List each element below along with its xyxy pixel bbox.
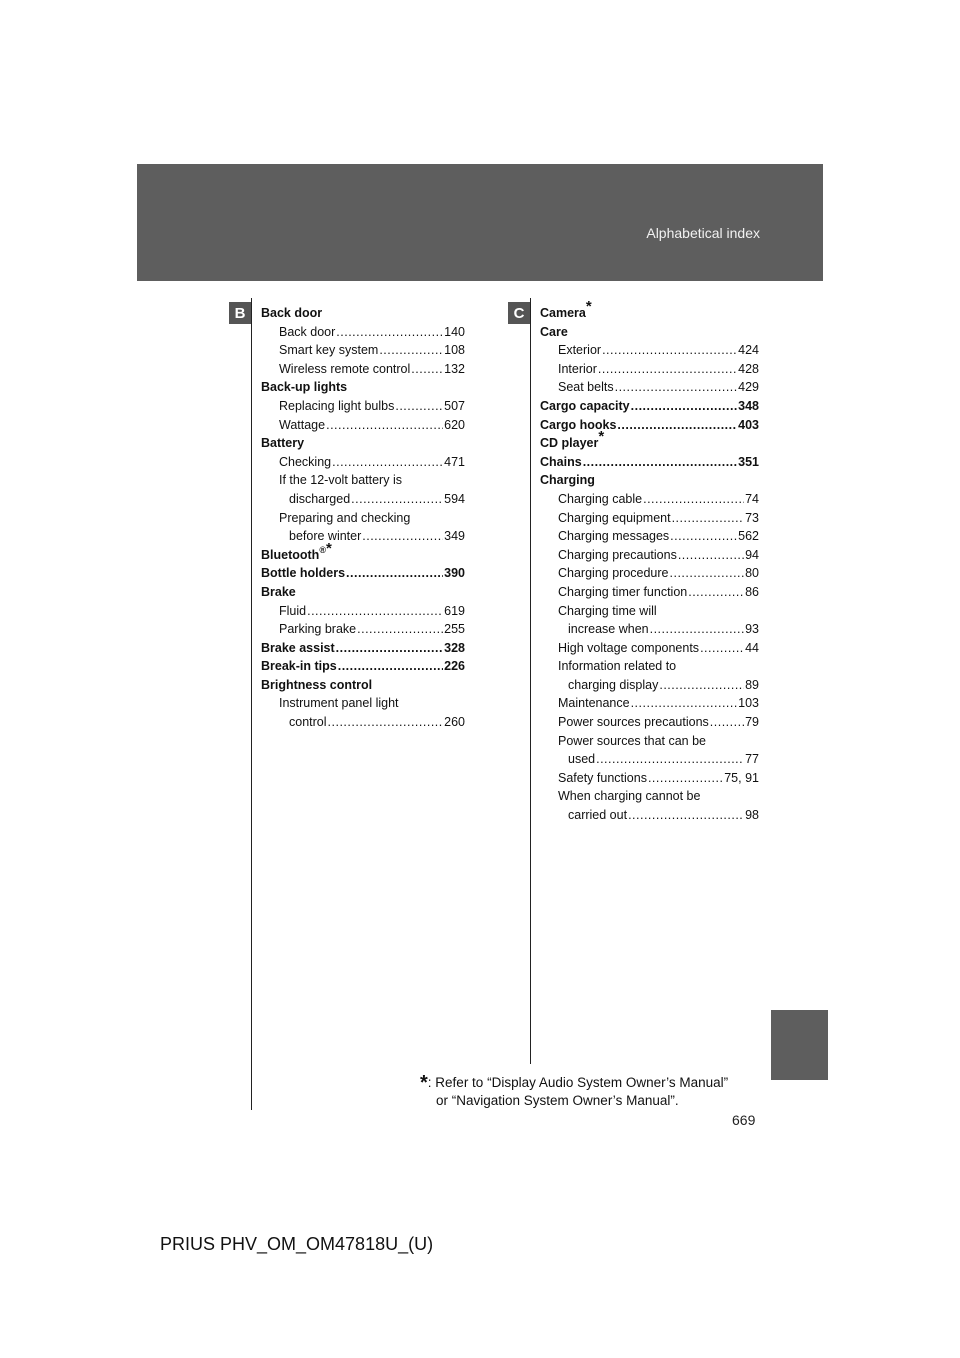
section-letter-b: B — [229, 302, 251, 324]
index-entry: Charging equipment ..... 73 — [540, 509, 759, 528]
section-title: Alphabetical index — [646, 225, 760, 241]
index-entry: Smart key system ..... 108 — [261, 341, 465, 360]
index-entry: Replacing light bulbs ..... 507 — [261, 397, 465, 416]
index-entry: CD player* — [540, 428, 605, 451]
footnote-line-1: : Refer to “Display Audio System Owner’s Manual” — [427, 1075, 729, 1090]
footnote-asterisk: * — [420, 1072, 428, 1094]
index-entry: carried out ..... 98 — [540, 806, 759, 825]
index-entry: If the 12-volt battery is — [279, 473, 402, 488]
column-divider-middle — [530, 298, 531, 1064]
index-entry: When charging cannot be — [558, 789, 701, 804]
index-entry: Checking ..... 471 — [261, 453, 465, 472]
index-entry: control ..... 260 — [261, 713, 465, 732]
document-id: PRIUS PHV_OM_OM47818U_(U) — [160, 1234, 434, 1254]
index-entry: Wireless remote control ..... 132 — [261, 360, 465, 379]
index-entry: Cargo capacity ..... 348 — [540, 397, 759, 416]
index-entry: Fluid ..... 619 — [261, 602, 465, 621]
index-entry: discharged ..... 594 — [261, 490, 465, 509]
index-entry: Wattage ..... 620 — [261, 416, 465, 435]
index-entry: Preparing and checking — [279, 510, 411, 525]
footnote-line-2: or “Navigation System Owner’s Manual”. — [436, 1093, 679, 1108]
column-divider-left — [251, 298, 252, 1110]
header-band — [137, 164, 823, 281]
index-entry: Safety functions ..... 75, 91 — [540, 769, 759, 788]
index-entry: Back door — [261, 306, 323, 320]
index-entry: High voltage components ..... 44 — [540, 639, 759, 658]
index-entry: Charging — [540, 473, 595, 488]
index-entry: Maintenance ..... 103 — [540, 694, 759, 713]
index-entry: Charging time will — [558, 603, 657, 618]
index-entry: Break-in tips ..... 226 — [261, 657, 465, 676]
index-entry: used ..... 77 — [540, 750, 759, 769]
index-entry: Information related to — [558, 659, 677, 674]
index-entry: Brake assist ..... 328 — [261, 639, 465, 658]
index-entry: Parking brake ..... 255 — [261, 620, 465, 639]
index-entry: Cargo hooks ..... 403 — [540, 416, 759, 435]
footnote — [420, 1074, 780, 1110]
index-entry: Care — [540, 324, 568, 339]
index-thumb-tab — [771, 1010, 828, 1080]
index-entry: Camera* — [540, 298, 592, 320]
index-entry: increase when ..... 93 — [540, 620, 759, 639]
index-entry: Back-up lights — [261, 380, 348, 395]
index-entry: charging display ..... 89 — [540, 676, 759, 695]
index-entry: Interior ..... 428 — [540, 360, 759, 379]
index-entry: Charging precautions ..... 94 — [540, 546, 759, 565]
index-entry: Instrument panel light — [279, 696, 399, 711]
index-entry: Chains ..... 351 — [540, 453, 759, 472]
index-entry: Bluetooth®* — [261, 539, 332, 562]
index-column-c — [540, 298, 759, 825]
index-entry: Back door ..... 140 — [261, 323, 465, 342]
index-column-b — [261, 304, 465, 732]
index-entry: Charging timer function ..... 86 — [540, 583, 759, 602]
index-entry: Brightness control — [261, 677, 373, 692]
section-letter-c: C — [508, 302, 530, 324]
page-number: 669 — [732, 1112, 756, 1128]
index-entry: Charging messages ..... 562 — [540, 527, 759, 546]
index-entry: Exterior ..... 424 — [540, 341, 759, 360]
index-entry: before winter ..... 349 — [261, 527, 465, 546]
index-entry: Battery — [261, 436, 305, 451]
index-entry: Brake — [261, 584, 296, 599]
index-entry: Charging cable ..... 74 — [540, 490, 759, 509]
index-entry: Power sources that can be — [558, 733, 706, 748]
index-entry: Charging procedure ..... 80 — [540, 564, 759, 583]
index-entry: Bottle holders ..... 390 — [261, 564, 465, 583]
index-entry: Seat belts ..... 429 — [540, 378, 759, 397]
index-entry: Power sources precautions ..... 79 — [540, 713, 759, 732]
